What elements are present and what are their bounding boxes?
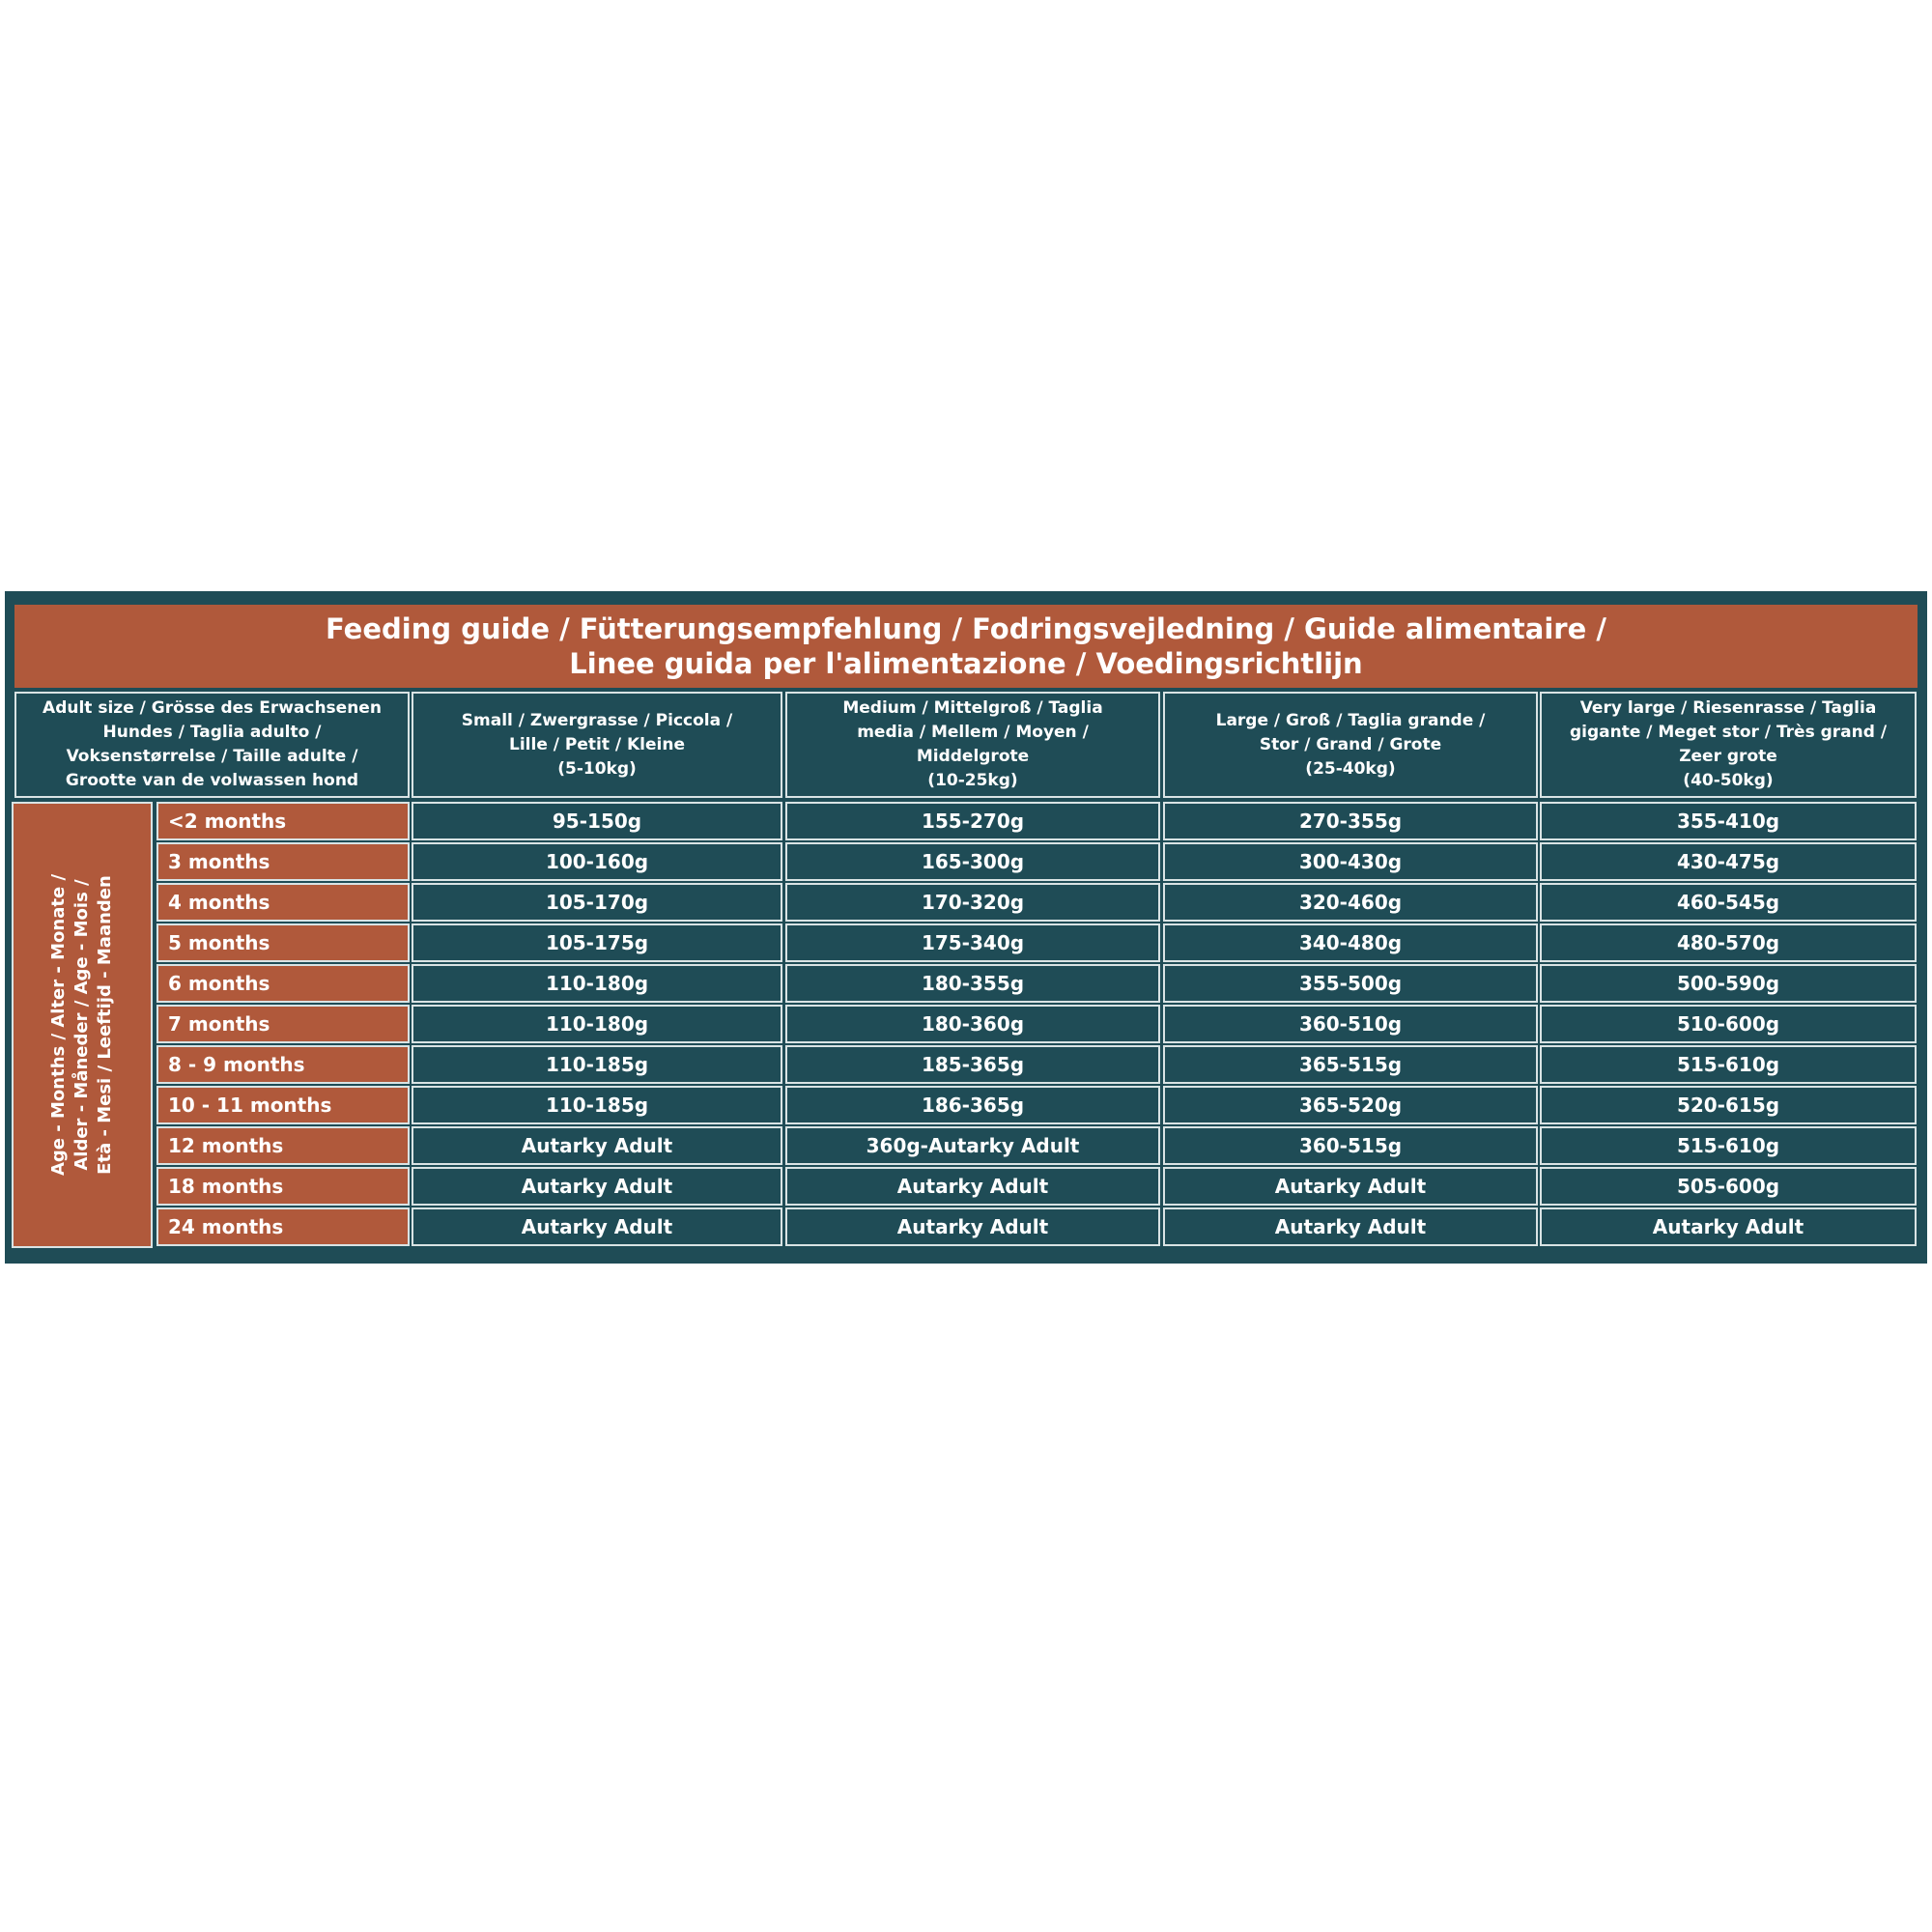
column-header-line: (5-10kg) bbox=[557, 758, 637, 779]
side-label-line: Age - Months / Alter - Monate / bbox=[48, 873, 69, 1177]
portion-cell: 110-185g bbox=[412, 1045, 782, 1084]
portion-cell: 100-160g bbox=[412, 842, 782, 881]
portion-cell: Autarky Adult bbox=[1163, 1167, 1538, 1206]
age-cell: 6 months bbox=[156, 964, 410, 1003]
age-cell: 12 months bbox=[156, 1126, 410, 1165]
adult-size-line: Hundes / Taglia adulto / bbox=[102, 723, 322, 742]
portion-cell: 110-180g bbox=[412, 964, 782, 1003]
portion-cell: 505-600g bbox=[1540, 1167, 1917, 1206]
portion-cell: Autarky Adult bbox=[412, 1208, 782, 1246]
portion-cell: 355-500g bbox=[1163, 964, 1538, 1003]
portion-cell: Autarky Adult bbox=[412, 1167, 782, 1206]
title-line-1: Feeding guide / Fütterungsempfehlung / Fodringsvejledning / Guide alimentaire / bbox=[326, 612, 1606, 645]
column-header-line: Small / Zwergrasse / Piccola / bbox=[461, 710, 733, 730]
portion-cell: 105-175g bbox=[412, 923, 782, 962]
portion-cell: 355-410g bbox=[1540, 802, 1917, 840]
portion-cell: 300-430g bbox=[1163, 842, 1538, 881]
portion-cell: 110-180g bbox=[412, 1005, 782, 1043]
adult-size-line: Grootte van de volwassen hond bbox=[65, 771, 359, 790]
portion-cell: 365-520g bbox=[1163, 1086, 1538, 1124]
portion-cell: 480-570g bbox=[1540, 923, 1917, 962]
age-side-label bbox=[12, 802, 153, 1248]
portion-cell: Autarky Adult bbox=[785, 1208, 1160, 1246]
column-header-line: Stor / Grand / Grote bbox=[1259, 734, 1442, 754]
age-cell: 7 months bbox=[156, 1005, 410, 1043]
column-header-line: Middelgrote bbox=[916, 747, 1030, 766]
column-header-line: Very large / Riesenrasse / Taglia bbox=[1579, 698, 1877, 718]
portion-cell: Autarky Adult bbox=[1540, 1208, 1917, 1246]
column-header-line: (25-40kg) bbox=[1305, 758, 1396, 779]
age-cell: 3 months bbox=[156, 842, 410, 881]
column-header-line: Medium / Mittelgroß / Taglia bbox=[842, 698, 1103, 718]
column-header-large bbox=[1163, 692, 1538, 798]
column-header-line: Lille / Petit / Kleine bbox=[509, 734, 685, 754]
portion-cell: 185-365g bbox=[785, 1045, 1160, 1084]
title-line-2: Linee guida per l'alimentazione / Voedingsrichtlijn bbox=[569, 647, 1363, 680]
portion-cell: 270-355g bbox=[1163, 802, 1538, 840]
portion-cell: Autarky Adult bbox=[1163, 1208, 1538, 1246]
column-header-small bbox=[412, 692, 782, 798]
column-header-very-large bbox=[1540, 692, 1917, 798]
side-label-line: Alder - Måneder / Age - Mois / bbox=[71, 879, 92, 1171]
portion-cell: 155-270g bbox=[785, 802, 1160, 840]
portion-cell: 365-515g bbox=[1163, 1045, 1538, 1084]
portion-cell: 360-510g bbox=[1163, 1005, 1538, 1043]
column-header-line: (10-25kg) bbox=[927, 771, 1018, 790]
portion-cell: 165-300g bbox=[785, 842, 1160, 881]
portion-cell: 515-610g bbox=[1540, 1045, 1917, 1084]
age-cell: 24 months bbox=[156, 1208, 410, 1246]
portion-cell: 515-610g bbox=[1540, 1126, 1917, 1165]
adult-size-header bbox=[14, 692, 410, 798]
adult-size-line: Voksenstørrelse / Taille adulte / bbox=[66, 747, 358, 766]
table-title bbox=[14, 605, 1918, 688]
portion-cell: 340-480g bbox=[1163, 923, 1538, 962]
age-side-label-text bbox=[47, 812, 117, 1237]
portion-cell: 500-590g bbox=[1540, 964, 1917, 1003]
portion-cell: 95-150g bbox=[412, 802, 782, 840]
portion-cell: 180-360g bbox=[785, 1005, 1160, 1043]
portion-cell: 186-365g bbox=[785, 1086, 1160, 1124]
portion-cell: Autarky Adult bbox=[412, 1126, 782, 1165]
column-header-line: Zeer grote bbox=[1679, 747, 1777, 766]
column-header-medium bbox=[785, 692, 1160, 798]
portion-cell: 110-185g bbox=[412, 1086, 782, 1124]
column-header-line: Large / Groß / Taglia grande / bbox=[1215, 710, 1486, 730]
age-cell: 10 - 11 months bbox=[156, 1086, 410, 1124]
portion-cell: 180-355g bbox=[785, 964, 1160, 1003]
portion-cell: 510-600g bbox=[1540, 1005, 1917, 1043]
portion-cell: 460-545g bbox=[1540, 883, 1917, 922]
portion-cell: 105-170g bbox=[412, 883, 782, 922]
portion-cell: 430-475g bbox=[1540, 842, 1917, 881]
age-cell: 4 months bbox=[156, 883, 410, 922]
age-cell: 18 months bbox=[156, 1167, 410, 1206]
age-cell: 8 - 9 months bbox=[156, 1045, 410, 1084]
side-label-line: Età - Mesi / Leeftijd - Maanden bbox=[95, 875, 115, 1175]
column-header-line: media / Mellem / Moyen / bbox=[857, 723, 1089, 742]
portion-cell: 360g-Autarky Adult bbox=[785, 1126, 1160, 1165]
age-cell: 5 months bbox=[156, 923, 410, 962]
portion-cell: 520-615g bbox=[1540, 1086, 1917, 1124]
portion-cell: 170-320g bbox=[785, 883, 1160, 922]
column-header-line: gigante / Meget stor / Très grand / bbox=[1569, 723, 1888, 742]
portion-cell: 360-515g bbox=[1163, 1126, 1538, 1165]
portion-cell: 320-460g bbox=[1163, 883, 1538, 922]
adult-size-line: Adult size / Grösse des Erwachsenen bbox=[43, 698, 382, 718]
portion-cell: Autarky Adult bbox=[785, 1167, 1160, 1206]
age-cell: <2 months bbox=[156, 802, 410, 840]
column-header-line: (40-50kg) bbox=[1683, 771, 1774, 790]
portion-cell: 175-340g bbox=[785, 923, 1160, 962]
